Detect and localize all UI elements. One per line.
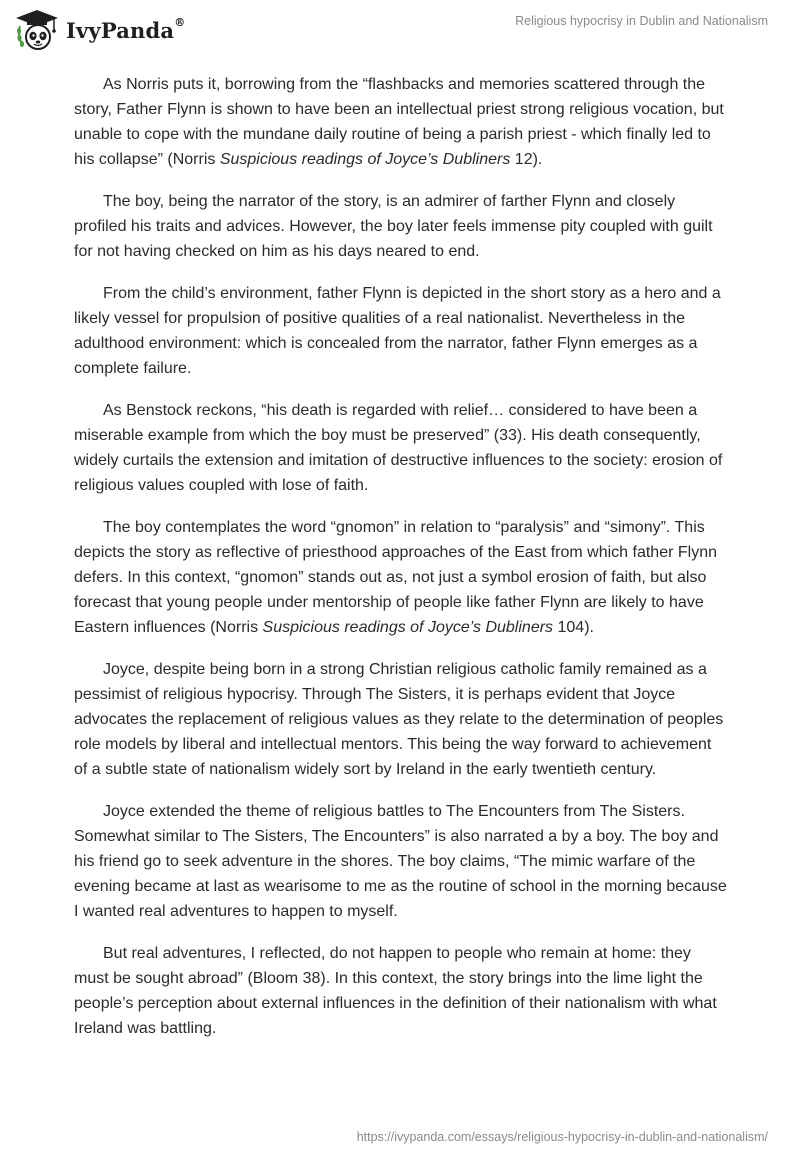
paragraph-2: The boy, being the narrator of the story, is an admirer of farther Flynn and closely profiled his traits and advices. However, the boy later feels immense pity coupled with guilt for not having checked on him as his days neared to end. [74, 193, 713, 260]
page-header [0, 0, 800, 70]
paragraph-7: Joyce extended the theme of religious battles to The Encounters from The Sisters. Somewhat similar to The Sisters, The Encounters” is also narrated a by a boy. The boy and his friend go to seek adventure in the shores. The boy claims, “The mimic warfare of the evening became at last as wearisome to me as the routine of school in the morning because I wanted real adventures to happen to myself. [74, 803, 727, 920]
citation-title: Suspicious readings of Joyce’s Dubliners [262, 619, 554, 636]
source-url[interactable]: https://ivypanda.com/essays/religious-hypocrisy-in-dublin-and-nationalism/ [356, 1130, 768, 1144]
citation-title: Suspicious readings of Joyce’s Dubliners [219, 151, 511, 168]
paragraph-3: From the child’s environment, father Flynn is depicted in the short story as a hero and a likely vessel for propulsion of positive qualities of a real nationalist. Nevertheless in the adulthood environment: which is concealed from the narrator, father Flynn emerges as a complete failure. [74, 285, 721, 377]
paragraph-5: The boy contemplates the word “gnomon” in relation to “paralysis” and “simony”. This depicts the story as reflective of priesthood approaches of the East from which father Flynn defers. In this context, “gnomon” stands out as, not just a symbol erosion of faith, but also forecast that young people under mentorship of people like father Flynn are likely to have Eastern influences (Norris Suspicious readings of Joyce’s Dubliners 104). [74, 519, 717, 636]
paragraph-4: As Benstock reckons, “his death is regarded with relief… considered to have been a miserable example from which the boy must be preserved” (33). His death consequently, widely curtails the extension and imitation of destructive influences to the society: erosion of religious values coupled with lose of faith. [74, 402, 723, 494]
paragraph-8: But real adventures, I reflected, do not happen to people who remain at home: they must be sought abroad” (Bloom 38). In this context, the story brings into the lime light the people’s perception about external influences in the definition of their nationalism with what Ireland was battling. [74, 945, 717, 1037]
paragraph-6: Joyce, despite being born in a strong Christian religious catholic family remained as a pessimist of religious hypocrisy. Through The Sisters, it is perhaps evident that Joyce advocates the replacement of religious values as they relate to the determination of peoples role models by liberal and intellectual mentors. This being the way forward to achievement of a subtle state of nationalism widely sort by Ireland in the early twentieth century. [74, 661, 724, 778]
document-title: Religious hypocrisy in Dublin and Nationalism [515, 14, 768, 28]
panda-logo-icon [14, 8, 60, 52]
essay-body [74, 72, 728, 1058]
brand-name: IvyPanda® [66, 15, 186, 43]
paragraph-1: As Norris puts it, borrowing from the “flashbacks and memories scattered through the story, Father Flynn is shown to have been an intellectual priest strong religious vocation, but unable to cope with the mundane daily routine of being a parish priest - which finally led to his collapse” (Norris Suspicious readings of Joyce’s Dubliners 12). [74, 76, 724, 168]
logo[interactable] [14, 8, 185, 52]
